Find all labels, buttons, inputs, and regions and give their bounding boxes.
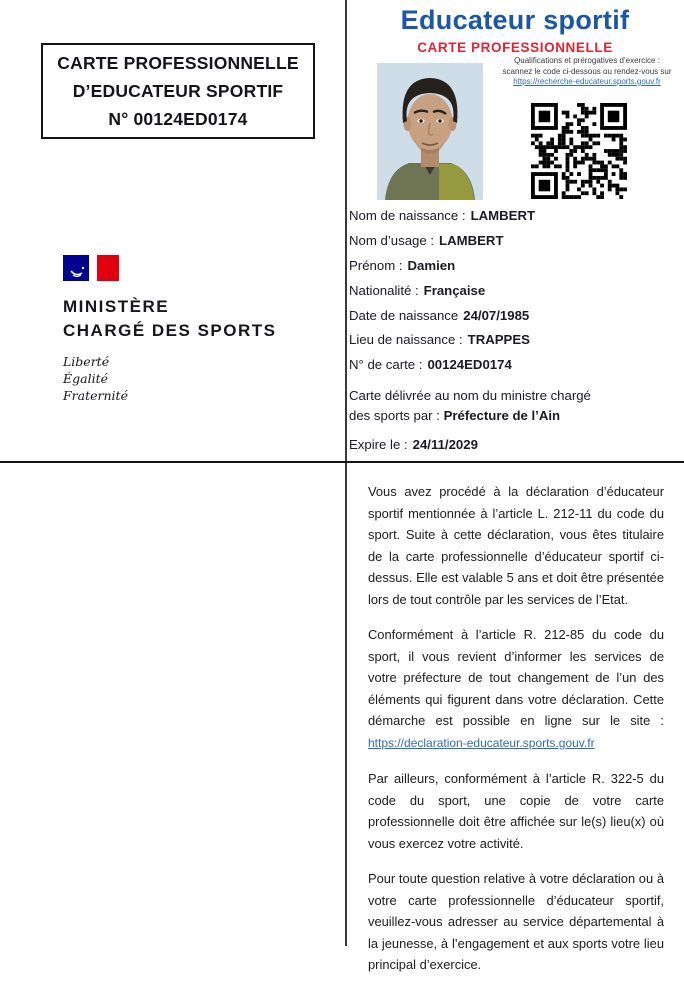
expiry-label: Expire le :: [349, 437, 408, 453]
right-header: [346, 0, 684, 55]
field-nationality: [349, 278, 679, 303]
issued-by: [349, 386, 679, 426]
field-birth-place: [349, 327, 679, 352]
field-label: Date de naissance: [349, 307, 459, 323]
issued-line2: [349, 406, 679, 426]
field-value: Damien: [407, 257, 456, 273]
portrait-photo: [377, 63, 483, 200]
ministry-name-line1: MINISTÈRE: [63, 297, 170, 316]
ministry-logo-block: [63, 255, 276, 404]
card-title-box: [41, 43, 315, 139]
horizontal-divider: [0, 461, 684, 463]
card-title-line1: CARTE PROFESSIONNELLE: [57, 53, 299, 73]
scan-note-line2: scannez le code ci-dessous ou rendez-vous sur: [502, 66, 672, 76]
scan-note: [494, 56, 680, 88]
field-value: LAMBERT: [439, 232, 504, 248]
recherche-educateur-link[interactable]: https://recherche-educateur.sports.gouv.fr: [513, 77, 661, 86]
field-value: 00124ED0174: [427, 357, 512, 373]
paragraph-declaration: Vous avez procédé à la déclaration d’éducateur sportif mentionnée à l’article L. 212-11 du code du sport. Suite à cette déclaration, vous êtes titulaire de la carte professionnelle d’éducateur sportif ci-dessus. Elle est valable 5 ans et doit être présentée lors de tout contrôle par les services de l’Etat.: [368, 484, 664, 607]
issued-label: des sports par :: [349, 408, 440, 424]
field-value: TRAPPES: [467, 332, 530, 348]
field-card-number: [349, 352, 679, 377]
motto-liberte: Liberté: [63, 354, 110, 369]
declaration-educateur-link[interactable]: https://declaration-educateur.sports.gouv.fr: [368, 736, 595, 751]
field-birth-name: [349, 203, 679, 228]
field-first-name: [349, 253, 679, 278]
issued-value: Préfecture de l’Ain: [443, 408, 561, 424]
scan-note-line1: Qualifications et prérogatives d’exercice :: [514, 56, 660, 65]
expiry: [349, 437, 679, 452]
paragraph-update: [368, 624, 664, 755]
field-label: N° de carte :: [349, 357, 423, 373]
identity-fields: [349, 203, 679, 452]
field-value: LAMBERT: [470, 207, 536, 223]
paragraph-contact: Pour toute question relative à votre déclaration ou à votre carte professionnelle d’éducateur sportif, veuillez-vous adresser au service départemental à la jeunesse, à l’engagement et aux sports votre lieu principal d’exercice.: [368, 871, 664, 973]
field-label: Nom de naissance :: [349, 207, 466, 223]
field-label: Nom d’usage :: [349, 232, 435, 248]
vertical-divider: [345, 0, 347, 946]
page-subtitle: CARTE PROFESSIONNELLE: [417, 40, 613, 55]
field-label: Nationalité :: [349, 282, 419, 298]
paragraph-display-copy: Par ailleurs, conformément à l’article R. 322-5 du code du sport, une copie de votre carte professionnelle doit être affichée sur le(s) lieu(x) où vous exercez votre activité.: [368, 771, 664, 851]
expiry-value: 24/11/2029: [412, 437, 478, 453]
motto-egalite: Égalité: [63, 371, 108, 386]
motto-fraternite: Fraternité: [63, 388, 128, 403]
field-label: Prénom :: [349, 257, 403, 273]
page-title: Educateur sportif: [400, 5, 630, 35]
field-birth-date: [349, 303, 679, 328]
motto: [63, 353, 276, 404]
field-used-name: [349, 228, 679, 253]
legal-text: [368, 481, 664, 989]
field-label: Lieu de naissance :: [349, 332, 463, 348]
field-value: Française: [423, 282, 486, 298]
qr-code: [531, 103, 627, 199]
french-flag-marianne-icon: [63, 269, 121, 286]
paragraph-update-text: Conformément à l’article R. 212-85 du code du sport, il vous revient d’informer les services de votre préfecture de tout changement de l’un des éléments qui figurent dans votre déclaration. Cette démarche est possible en ligne sur le site :: [368, 627, 664, 729]
ministry-name-line2: CHARGÉ DES SPORTS: [63, 321, 277, 340]
card-number: N° 00124ED0174: [108, 109, 248, 129]
field-value: 24/07/1985: [463, 307, 530, 323]
card-title-line2: D’EDUCATEUR SPORTIF: [72, 81, 284, 101]
issued-line1: Carte délivrée au nom du ministre chargé: [349, 388, 591, 404]
